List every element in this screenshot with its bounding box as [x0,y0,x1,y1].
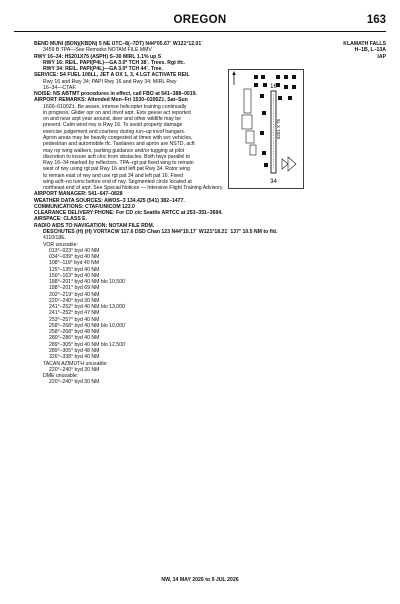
entry-line: WEATHER DATA SOURCES: AWOS–3 134.425 (541) 382–1477. [34,197,185,204]
entry-line: 3459 B TPA—See Remarks NOTAM FILE MMV [43,47,152,54]
entry-line: AIRPORT REMARKS: Attended Mon–Fri 1530–0200Z‡, Sat–Sun [34,97,188,104]
entry-line: CLEARANCE DELIVERY PHONE: For CD ctc Seattle ARTCC at 253–351–3694. [34,210,223,217]
airport-diagram [228,69,304,189]
entry-line: DESCHUTES (H) (H) VORTACW 117.6 DSD Chan 123 N44°15.17´ W121°18.21´ 137° 10.5 NM to fld. [43,228,278,235]
entry-line: 220°–240° byd 30 NM [49,379,100,386]
entry-line: AIRSPACE: CLASS E. [34,216,88,223]
chart-ref-name: KLAMATH FALLS [343,41,386,47]
page-header [14,14,386,36]
chart-ref-iap: IAP [377,53,386,60]
runway-dims-label: 5201 X 75 [276,118,281,140]
entry-line: 289°–305° byd 40 NM blo 12,500´ [49,341,127,348]
entry-line: 258°–268° byd 48 NM [49,329,100,336]
entry-line: 125°–135° byd 40 NM [49,266,100,273]
entry-line: northeast end of arpt. See Special Notices — Intensive Flight Training Advisory [43,185,223,192]
entry-line: AIRPORT MANAGER: 541–647–0828 [34,191,123,198]
entry-line: 326°–338° byd 40 NM [49,354,100,361]
entry-line: RWY 34: REIL. PAPI(P4L)—GA 3.0º TCH 44´. Tree. [43,66,163,73]
entry-line: west of rwy using rgt pat Rwy 16 and left pat Rwy 34. Rotor wing [43,166,190,173]
entry-line: pedestrian and automobile tfc. Taxilanes and apron are NSTD, acft [43,141,195,148]
chart-ref-charts: H–1B, L–13A [354,47,386,54]
entry-line: RWY 16: REIL. PAPI(P4L)—GA 3.0º TCH 38´. Trees. Rgt tfc. [43,59,185,66]
entry-line: in progress. Glider opr on and invof arpt. Extv geese act reported [43,109,191,116]
page-number: 163 [366,14,386,26]
entry-line: exercise judgement and courtesy during run–up invof hangars. [43,128,186,135]
state-title: OREGON [173,14,227,26]
entry-line: RADIO AIDS TO NAVIGATION: NOTAM FILE RDM. [34,222,155,229]
runway-end-16-label: 16 [270,84,277,90]
entry-line: discretion to insure acft clnc from obstacles. Both twys parallel to [43,153,191,160]
entry-line: 280°–286° byd 40 NM [49,335,100,342]
entry-line: VOR unusable: [43,241,78,248]
airport-entry [34,41,354,386]
entry-line: DME unusable: [43,373,79,380]
entry-line: 202°–219° byd 40 NM [49,291,100,298]
entry-line: on and near arpt year around, deer and other wildlife may be [43,116,182,123]
entry-line: 258°–268° byd 40 NM blo 10,000´ [49,322,127,329]
entry-line: Apron areas may be heavily congested at times with svc vehicles, [43,134,193,141]
entry-line: 108°–119° byd 40 NM [49,260,100,267]
entry-line: 220°–240° byd 30 NM [49,297,100,304]
entry-line: 4110/18E. [43,235,67,242]
entry-line: may rqr wing walkers, parking guidance and/or tugging at pilot [43,147,185,154]
entry-line: SERVICE: S4 FUEL 100LL, JET A OX 1, 3, 4 LGT ACTIVATE REIL [34,72,190,79]
entry-line: 289°–305° byd 48 NM [49,348,100,355]
entry-line: COMMUNICATIONS: CTAF/UNICOM 123.0 [34,203,135,210]
entry-line: RWY 16–34: H5201X75 (ASPH) S–30 MIRL 1.1% up S [34,53,162,60]
effective-dates: NW, 14 MAY 2026 to 9 JUL 2026 [161,577,239,583]
entry-line: 241°–252° byd 40 NM blo 13,000´ [49,304,127,311]
entry-line: 150°–163° byd 40 NM [49,272,100,279]
header-rule [14,31,386,32]
entry-line: 034°–039° byd 40 NM [49,254,100,261]
entry-line: Rwy 16 and Rwy 34; PAPI Rwy 16 and Rwy 34; MIRL Rwy [43,78,177,85]
entry-line: 241°–252° byd 47 NM [49,310,100,317]
chart-references [316,41,386,60]
entry-line: TACAN AZIMUTH unusable: [43,360,108,367]
entry-line: wing acft–no turns before end of rwy. Segmented circle located at [43,178,192,185]
runway-end-34-label: 34 [270,179,277,185]
entry-line: to remain east of rwy and use rgt pat 34 and left pat 16. Fixed [43,172,184,179]
entry-line: NOISE: NS ABTMT procedures in effect, call FBO at 541–388–0019. [34,91,197,98]
entry-line: present. Calm wind rwy is Rwy 16. To avoid property damage [43,122,183,129]
entry-line: 220°–240° byd 30 NM [49,366,100,373]
entry-line: 188°–201° byd 40 NM blo 10,500´ [49,279,127,286]
entry-line: 013°–023° byd 40 NM [49,247,100,254]
entry-line: 16–34—CTAF. [43,84,77,91]
entry-line: 188°–201° byd 69 NM [49,285,100,292]
entry-line: BEND MUNI (BDN)(KBDN) 5 NE UTC–8(–7DT) N44°05.67´ W121°12.01´ [34,41,203,47]
entry-line: 1600–0100Z‡. Be aware, intense helicopter training continually [43,103,187,110]
entry-line: Rwy 16–34 marked by reflectors. TPA–rgt pat fixed wing to remain [43,160,194,167]
entry-line: 253°–257° byd 40 NM [49,316,100,323]
